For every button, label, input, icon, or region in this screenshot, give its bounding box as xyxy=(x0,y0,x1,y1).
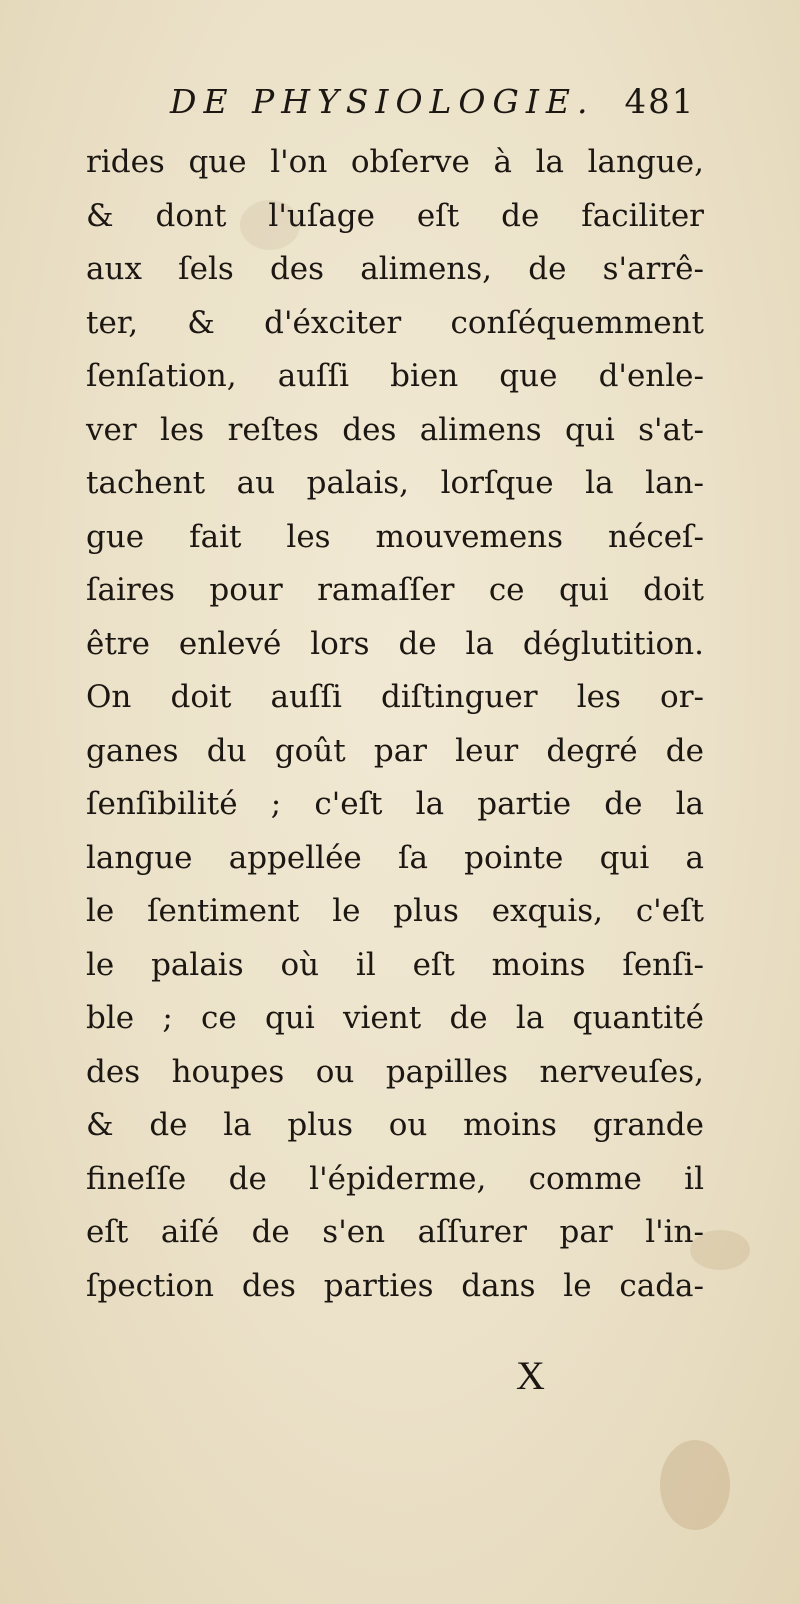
text-line: ſaires pour ramaſſer ce qui doit xyxy=(86,572,704,608)
text-line: aux ſels des alimens, de s'arrê- xyxy=(86,251,704,287)
text-line: des houpes ou papilles nerveuſes, xyxy=(86,1053,704,1090)
text-line: langue appellée ſa pointe qui a xyxy=(86,839,704,876)
body-text xyxy=(86,136,704,1313)
text-line: le ſentiment le plus exquis, c'eſt xyxy=(86,893,704,929)
running-head: DE PHYSIOLOGIE. xyxy=(170,82,595,121)
text-line: tachent au palais, lorſque la lan- xyxy=(86,465,704,501)
text-line: ſenſibilité ; c'eſt la partie de la xyxy=(86,786,704,822)
text-line: rides que l'on obſerve à la langue, xyxy=(86,144,704,180)
text-line: gue fait les mouvemens néceſ- xyxy=(86,518,704,555)
text-line: On doit auſſi diſtinguer les or- xyxy=(86,679,704,715)
text-line: ver les reſtes des alimens qui s'at- xyxy=(86,411,704,448)
signature-mark: X xyxy=(516,1353,545,1398)
text-line: ganes du goût par leur degré de xyxy=(86,732,704,769)
text-line: & de la plus ou moins grande xyxy=(86,1107,704,1143)
text-line: ſpection des parties dans le cada- xyxy=(86,1267,704,1304)
page-number: 481 xyxy=(624,82,696,122)
text-line: être enlevé lors de la déglutition. xyxy=(86,625,704,662)
text-line: & dont l'uſage eſt de faciliter xyxy=(86,197,704,234)
paper-stain xyxy=(660,1440,730,1530)
text-line: ter, & d'éxciter conſéquemment xyxy=(86,304,704,341)
text-line: fineſſe de l'épiderme, comme il xyxy=(86,1160,704,1197)
text-line: eſt aiſé de s'en aſſurer par l'in- xyxy=(86,1214,704,1250)
page-header xyxy=(170,82,730,132)
text-line: ſenſation, auſſi bien que d'enle- xyxy=(86,358,704,394)
text-line: le palais où il eſt moins ſenſi- xyxy=(86,946,704,983)
text-line: ble ; ce qui vient de la quantité xyxy=(86,1000,704,1036)
